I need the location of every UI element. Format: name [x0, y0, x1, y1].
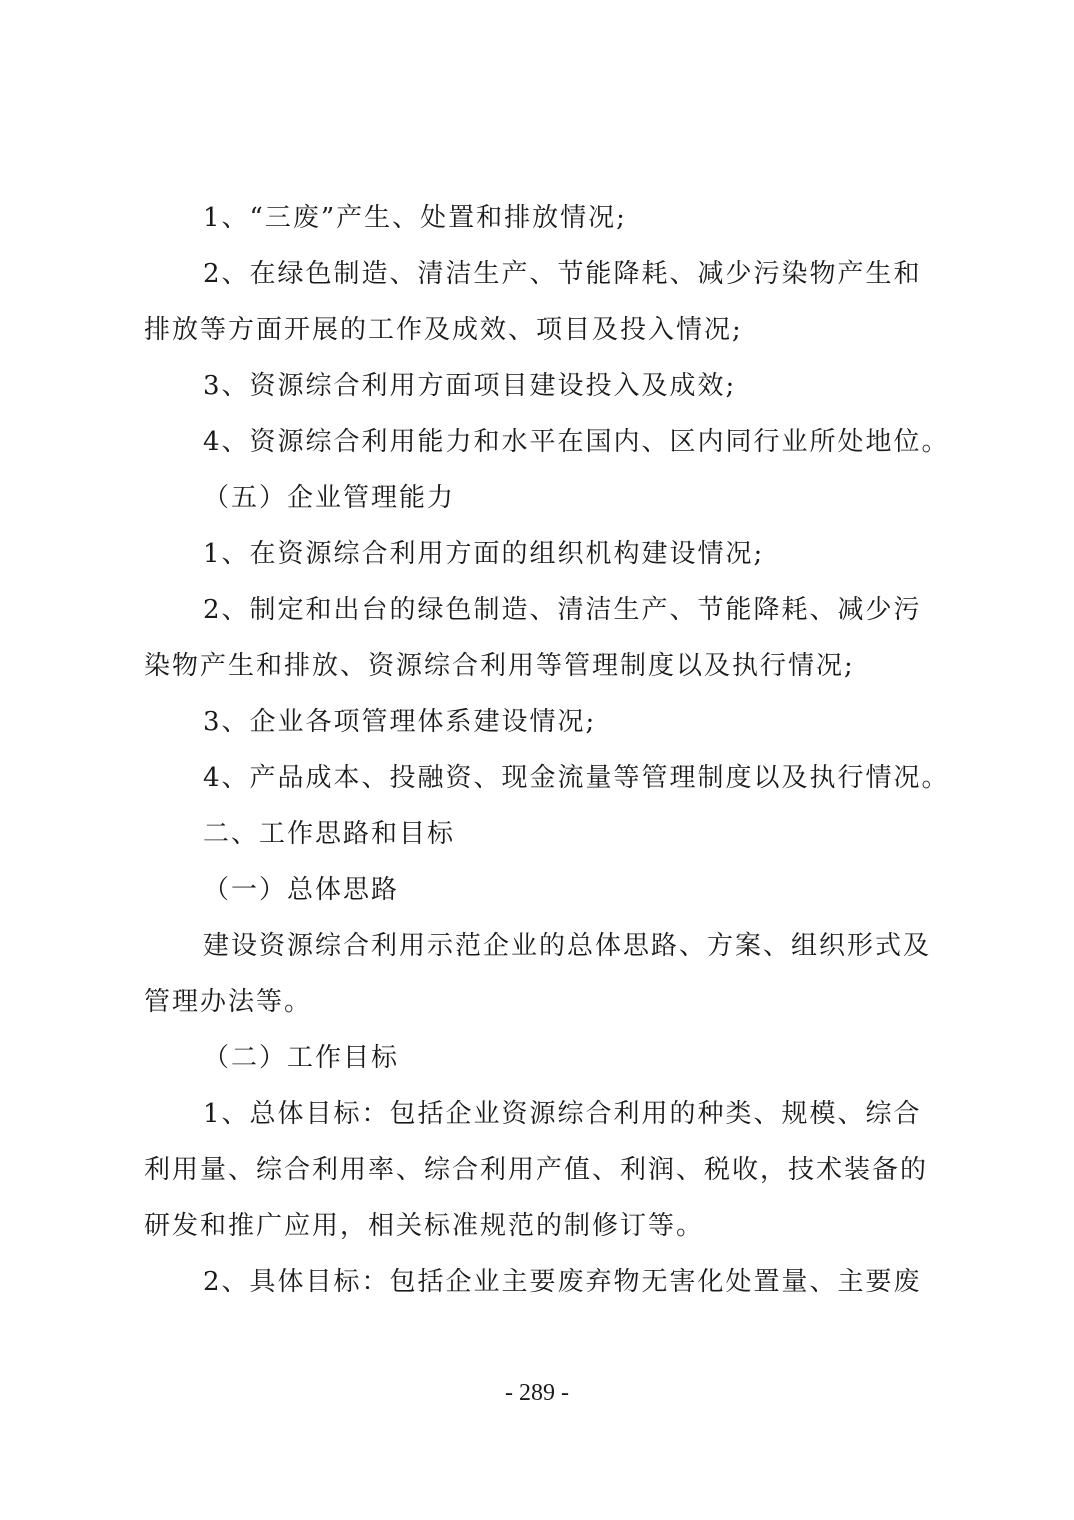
- page-number: - 289 -: [505, 1380, 569, 1406]
- list-item-overall-goals: 1、总体目标：包括企业资源综合利用的种类、规模、综合: [203, 1099, 922, 1129]
- list-item-three-wastes: 1、“三废”产生、处置和排放情况;: [203, 203, 627, 233]
- list-item-green-manufacturing: 2、在绿色制造、清洁生产、节能降耗、减少污染物产生和: [203, 259, 922, 289]
- list-item-overall-goals-cont-1: 利用量、综合利用率、综合利用产值、利润、税收，技术装备的: [144, 1155, 929, 1185]
- list-item-cost-finance: 4、产品成本、投融资、现金流量等管理制度以及执行情况。: [203, 763, 950, 793]
- list-item-org-structure: 1、在资源综合利用方面的组织机构建设情况;: [203, 539, 765, 569]
- paragraph-overall-approach: 建设资源综合利用示范企业的总体思路、方案、组织形式及: [203, 931, 932, 961]
- list-item-green-manufacturing-cont: 排放等方面开展的工作及成效、项目及投入情况;: [144, 315, 743, 345]
- subsection-heading-overall-approach: （一）总体思路: [203, 875, 400, 905]
- list-item-resource-projects: 3、资源综合利用方面项目建设投入及成效;: [203, 371, 737, 401]
- section-heading-management: （五）企业管理能力: [203, 483, 456, 513]
- list-item-management-systems-cont: 染物产生和排放、资源综合利用等管理制度以及执行情况;: [144, 651, 855, 681]
- list-item-management-frameworks: 3、企业各项管理体系建设情况;: [203, 707, 597, 737]
- list-item-management-systems: 2、制定和出台的绿色制造、清洁生产、节能降耗、减少污: [203, 595, 922, 625]
- list-item-specific-goals: 2、具体目标：包括企业主要废弃物无害化处置量、主要废: [203, 1267, 922, 1297]
- section-heading-ideas-goals: 二、工作思路和目标: [203, 819, 456, 849]
- paragraph-overall-approach-cont: 管理办法等。: [144, 987, 313, 1017]
- list-item-industry-position: 4、资源综合利用能力和水平在国内、区内同行业所处地位。: [203, 427, 950, 457]
- list-item-overall-goals-cont-2: 研发和推广应用，相关标准规范的制修订等。: [144, 1211, 705, 1241]
- subsection-heading-work-goals: （二）工作目标: [203, 1043, 400, 1073]
